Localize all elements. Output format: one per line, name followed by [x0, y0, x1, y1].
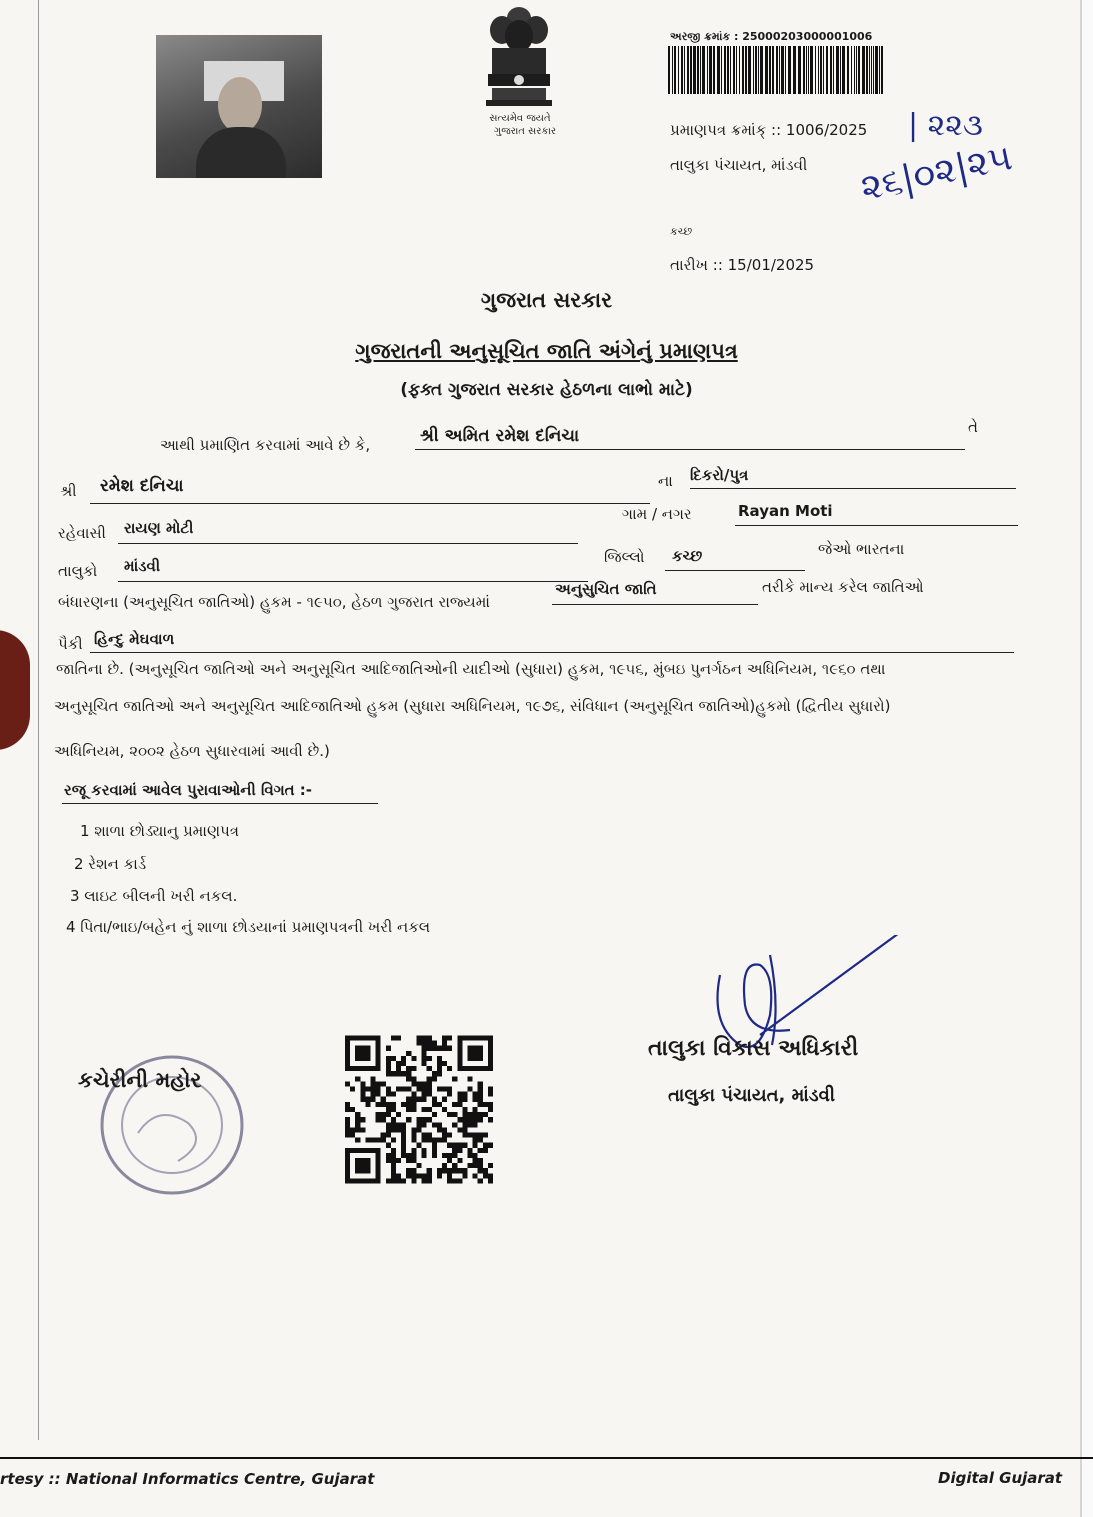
certificate-subtitle: (ફક્ત ગુજરાત સરકાર હેઠળના લાભો માટે) [400, 380, 693, 400]
page-right-edge [1080, 0, 1093, 1517]
evidence-item: 2 રેશન કાર્ડ [74, 855, 147, 873]
certificate-title: ગુજરાતની અનુસૂચિત જાતિ અંગેનું પ્રમાણપત્ર [355, 339, 738, 363]
legal-paragraph-line1: જાતિના છે. (અનુસૂચિત જાતિઓ અને અનુસૂચિત આદિજાતિઓની યાદીઓ (સુધારા) હુકમ, ૧૯૫૬, મુંબઇ પુનર્ગઠન અધિનિયમ, ૧૯૬૦ તથા [56, 660, 886, 678]
evidence-item: 4 પિતા/ભાઇ/બહેન નું શાળા છોડયાનાં પ્રમાણપત્રની ખરી નકલ [66, 918, 431, 936]
handwritten-date: ૨૬|૦૨|૨૫ [857, 137, 1016, 210]
taluka-value: માંડવી [124, 557, 161, 575]
govt-heading: ગુજરાત સરકાર [480, 288, 613, 312]
category-value: અનુસુચિત જાતિ [555, 580, 657, 598]
applicant-name: શ્રી અમિત રમેશ દનિચા [420, 426, 580, 446]
recognized-label: તરીકે માન્ય કરેલ જાતિઓ [762, 578, 924, 596]
emblem-motto: સત્યમેવ જયતે [489, 113, 551, 124]
officer-title: તાલુકા વિકાસ અધિકારી [648, 1036, 859, 1061]
bharat-label: જેઓ ભારતના [818, 540, 905, 558]
te-label: તે [968, 418, 978, 436]
seal-label: કચેરીની મહોર [78, 1068, 202, 1092]
handwritten-serial: | ૨૨૩ [908, 108, 983, 143]
district-value: કચ્છ [672, 547, 703, 565]
among-label: પૈકી [58, 635, 83, 653]
father-name: રમેશ દનિચા [100, 476, 184, 496]
national-emblem-icon [478, 4, 560, 116]
header-district: કચ્છ [670, 225, 693, 238]
certify-intro: આથી પ્રમાણિત કરવામાં આવે છે કે, [160, 436, 371, 454]
office-seal-icon [78, 1043, 246, 1199]
order-text: બંધારણના (અનુસૂચિત જાતિઓ) હુકમ - ૧૯૫૦, હેઠળ ગુજરાત રાજ્યમાં [58, 593, 490, 611]
legal-paragraph-line2: અનુસૂચિત જાતિઓ અને અનુસૂચિત આદિજાતિઓ હુકમ (સુધારા અધિનિયમ, ૧૯૭૬, સંવિધાન (અનુસૂચિત જાતિઓ)હુકમો (દ્વિતીય સુધારો) [54, 697, 891, 715]
resident-value: રાયણ મોટી [124, 519, 194, 537]
issue-date: તારીખ :: 15/01/2025 [670, 256, 815, 274]
officer-office: તાલુકા પંચાયત, માંડવી [668, 1085, 835, 1106]
evidence-item: 1 શાળા છોડ્યાનુ પ્રમાણપત્ર [80, 822, 239, 840]
resident-label: રહેવાસી [58, 524, 106, 542]
application-number: અરજી ક્રમાંક : 25000203000001006 [670, 30, 873, 43]
relation: દિકરો/પુત્ર [690, 466, 749, 484]
certificate-number: પ્રમાણપત્ર ક્રમાંક્ :: 1006/2025 [670, 121, 868, 139]
qr-code [345, 1033, 493, 1186]
footer-border [0, 1457, 1093, 1459]
shri-label: શ્રી [60, 482, 77, 500]
footer-courtesy: rtesy :: National Informatics Centre, Gujarat [0, 1470, 375, 1488]
district-label: જિલ્લો [604, 548, 645, 566]
evidence-item: 3 લાઇટ બીલની ખરી નકલ. [70, 887, 238, 905]
evidence-heading: રજૂ કરવામાં આવેલ પુરાવાઓની વિગત :- [64, 781, 313, 799]
caste-value: હિન્દુ મેઘવાળ [94, 630, 175, 648]
footer-brand: Digital Gujarat [938, 1469, 1063, 1487]
village-value: Rayan Moti [738, 502, 833, 520]
na-label: ના [658, 472, 673, 490]
header-office: તાલુકા પંચાયત, માંડવી [670, 156, 808, 174]
taluka-label: તાલુકો [58, 562, 98, 580]
emblem-govt-label: ગુજરાત સરકાર [493, 126, 557, 137]
page-left-edge [38, 0, 39, 1440]
applicant-photo [156, 35, 322, 178]
legal-paragraph-line3: અધિનિયમ, ૨૦૦૨ હેઠળ સુધારવામાં આવી છે.) [54, 742, 330, 760]
page-edge-shadow [0, 630, 30, 750]
barcode [668, 46, 886, 94]
village-label: ગામ / નગર [622, 505, 692, 523]
